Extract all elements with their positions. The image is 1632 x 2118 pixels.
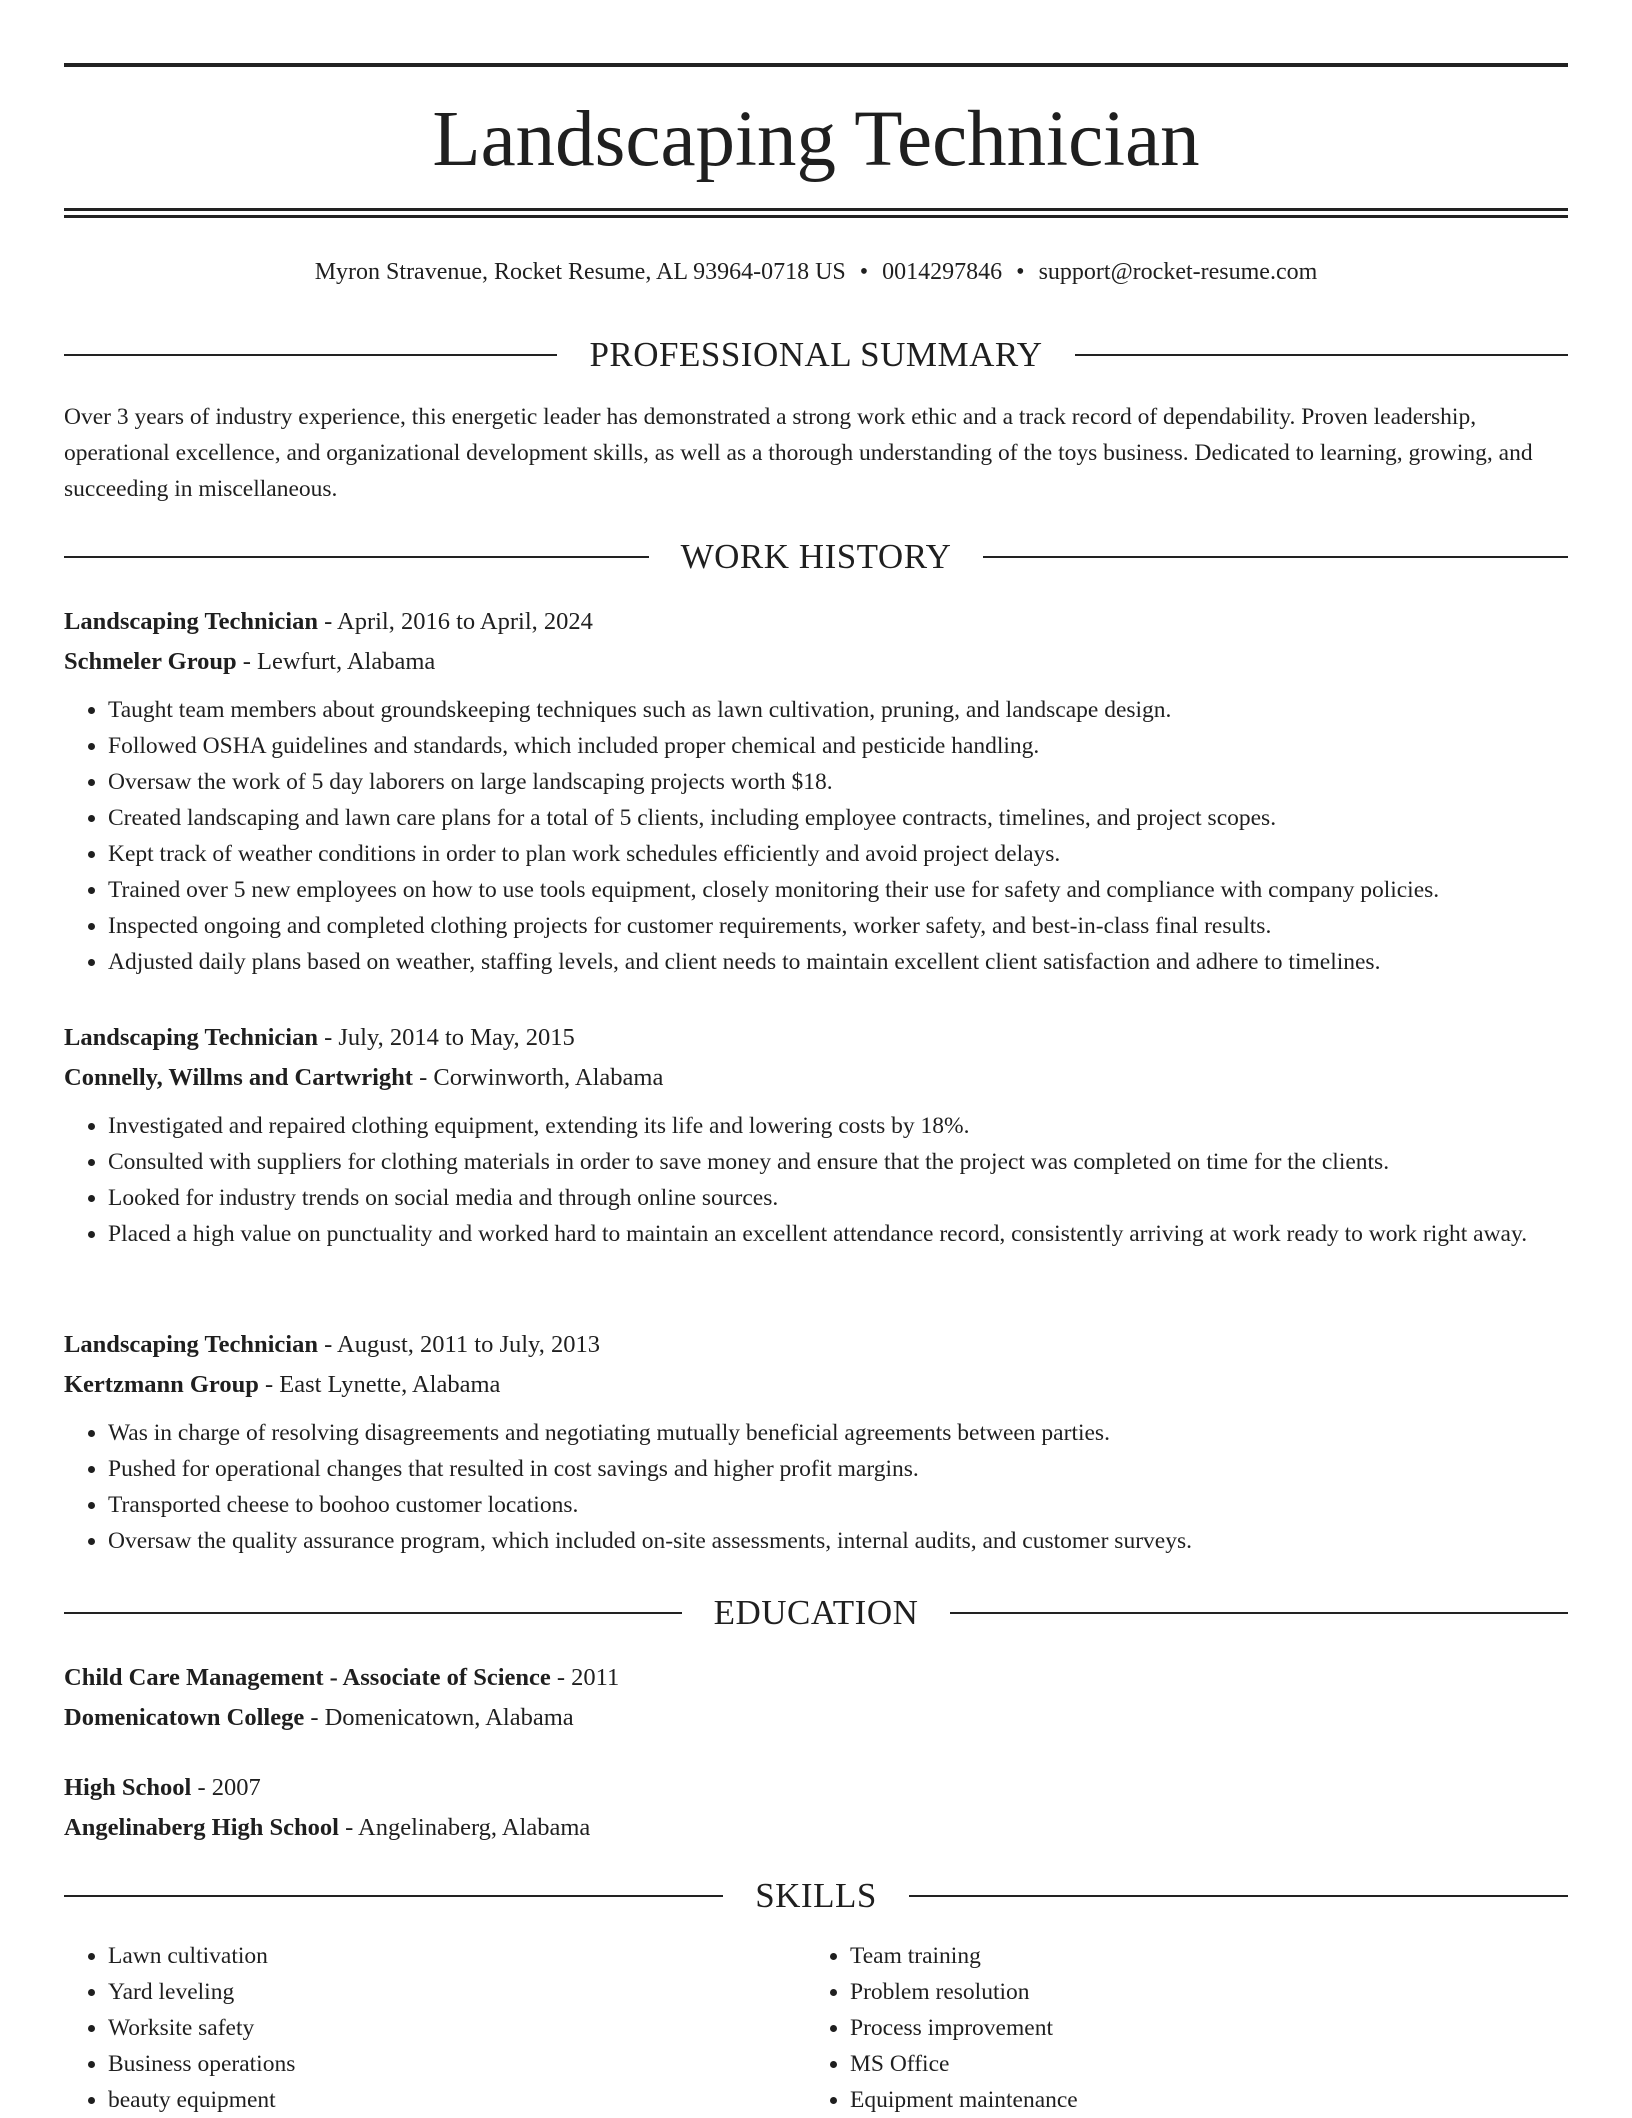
skill-item: • Process improvement — [850, 2010, 1548, 2046]
job-title: Landscaping Technician — [64, 1331, 318, 1358]
divider-line — [64, 354, 557, 356]
list-item: • Was in charge of resolving disagreements and negotiating mutually beneficial agreements between parties. — [108, 1415, 1568, 1451]
section-title-work: WORK HISTORY — [680, 537, 952, 576]
contact-line — [64, 254, 1568, 290]
divider-line — [1075, 354, 1568, 356]
education-school: Domenicatown College — [64, 1704, 305, 1731]
section-header-skills — [64, 1874, 1568, 1918]
list-item: • Inspected ongoing and completed clothing projects for customer requirements, worker safety, and best-in-class final results. — [108, 908, 1568, 944]
section-header-work — [64, 535, 1568, 579]
education-location: - Domenicatown, Alabama — [304, 1704, 574, 1731]
skills-list — [64, 1938, 1568, 2118]
education-degree: Child Care Management - Associate of Science — [64, 1664, 551, 1691]
skill-item: • beauty equipment — [108, 2082, 806, 2118]
list-item: • Placed a high value on punctuality and worked hard to maintain an excellent attendance record, consistently arriving at work ready to work right away. — [108, 1216, 1568, 1252]
top-rule — [64, 63, 1568, 67]
education-degree: High School — [64, 1774, 192, 1801]
education-school-line — [64, 1808, 1568, 1848]
job-entry — [64, 1325, 1568, 1559]
job-bullets — [64, 1108, 1568, 1252]
job-company: Connelly, Willms and Cartwright — [64, 1064, 413, 1091]
job-location: - Corwinworth, Alabama — [412, 1064, 664, 1091]
list-item: • Oversaw the quality assurance program, which included on-site assessments, internal audits, and customer surveys. — [108, 1523, 1568, 1559]
title-double-rule-lower — [64, 215, 1568, 218]
contact-separator: • — [859, 259, 869, 285]
list-item: • Adjusted daily plans based on weather, staffing levels, and client needs to maintain excellent client satisfaction and adhere to timelines. — [108, 944, 1568, 980]
job-company: Kertzmann Group — [64, 1371, 259, 1398]
job-entry — [64, 1018, 1568, 1252]
education-year: - 2011 — [550, 1664, 620, 1691]
list-item: • Investigated and repaired clothing equipment, extending its life and lowering costs by 18%. — [108, 1108, 1568, 1144]
job-title-line — [64, 602, 1568, 642]
skill-item: • Team training — [850, 1938, 1548, 1974]
job-title: Landscaping Technician — [64, 1024, 318, 1051]
list-item: • Kept track of weather conditions in order to plan work schedules efficiently and avoid project delays. — [108, 836, 1568, 872]
divider-line — [64, 1612, 682, 1614]
education-year: - 2007 — [191, 1774, 261, 1801]
list-item: • Followed OSHA guidelines and standards, which included proper chemical and pesticide handling. — [108, 728, 1568, 764]
job-dates: - July, 2014 to May, 2015 — [317, 1024, 575, 1051]
job-company: Schmeler Group — [64, 648, 237, 675]
section-title-skills: SKILLS — [755, 1876, 877, 1915]
list-item: • Created landscaping and lawn care plans for a total of 5 clients, including employee contracts, timelines, and project scopes. — [108, 800, 1568, 836]
summary-text: Over 3 years of industry experience, this energetic leader has demonstrated a strong work ethic and a track record of dependability. Proven leadership, operational excellence, and organizational development skills, as well as a thorough understanding of the toys business. Dedicated to learning, growing, and succeeding in miscellaneous. — [64, 404, 1533, 502]
education-entry — [64, 1658, 1568, 1738]
contact-address: Myron Stravenue, Rocket Resume, AL 93964-0718 US — [314, 259, 846, 285]
page-title: Landscaping Technician — [432, 96, 1200, 183]
job-company-line — [64, 1365, 1568, 1405]
skill-item: • Yard leveling — [108, 1974, 806, 2010]
skill-item: • Worksite safety — [108, 2010, 806, 2046]
skill-item: • Problem resolution — [850, 1974, 1548, 2010]
list-item: • Pushed for operational changes that resulted in cost savings and higher profit margins. — [108, 1451, 1568, 1487]
education-school: Angelinaberg High School — [64, 1814, 339, 1841]
divider-line — [64, 556, 649, 558]
skills-column-left — [64, 1938, 806, 2118]
skill-item: • MS Office — [850, 2046, 1548, 2082]
job-dates: - August, 2011 to July, 2013 — [317, 1331, 600, 1358]
contact-phone: 0014297846 — [882, 259, 1003, 285]
education-degree-line — [64, 1658, 1568, 1698]
section-title-summary: PROFESSIONAL SUMMARY — [589, 335, 1043, 374]
skill-item: • Lawn cultivation — [108, 1938, 806, 1974]
job-company-line — [64, 1058, 1568, 1098]
job-title: Landscaping Technician — [64, 608, 318, 635]
skills-column-right — [806, 1938, 1548, 2118]
job-location: - Lewfurt, Alabama — [236, 648, 436, 675]
section-header-summary — [64, 333, 1568, 377]
divider-line — [64, 1895, 723, 1897]
job-bullets — [64, 692, 1568, 980]
education-location: - Angelinaberg, Alabama — [338, 1814, 591, 1841]
skill-item: • Equipment maintenance — [850, 2082, 1548, 2118]
list-item: • Trained over 5 new employees on how to use tools equipment, closely monitoring their use for safety and compliance with company policies. — [108, 872, 1568, 908]
list-item: • Oversaw the work of 5 day laborers on large landscaping projects worth $18. — [108, 764, 1568, 800]
contact-separator: • — [1016, 259, 1025, 285]
job-dates: - April, 2016 to April, 2024 — [317, 608, 593, 635]
title-double-rule-upper — [64, 208, 1568, 211]
job-title-line — [64, 1018, 1568, 1058]
job-company-line — [64, 642, 1568, 682]
list-item: • Consulted with suppliers for clothing materials in order to save money and ensure that the project was completed on time for the clients. — [108, 1144, 1568, 1180]
education-entry — [64, 1768, 1568, 1848]
education-degree-line — [64, 1768, 1568, 1808]
section-header-education — [64, 1591, 1568, 1635]
divider-line — [950, 1612, 1568, 1614]
divider-line — [983, 556, 1568, 558]
section-title-education: EDUCATION — [713, 1593, 919, 1632]
job-bullets — [64, 1415, 1568, 1559]
job-location: - East Lynette, Alabama — [258, 1371, 501, 1398]
job-title-line — [64, 1325, 1568, 1365]
list-item: • Looked for industry trends on social media and through online sources. — [108, 1180, 1568, 1216]
job-entry — [64, 602, 1568, 980]
skill-item: • Business operations — [108, 2046, 806, 2082]
list-item: • Transported cheese to boohoo customer locations. — [108, 1487, 1568, 1523]
education-school-line — [64, 1698, 1568, 1738]
divider-line — [909, 1895, 1568, 1897]
contact-email: support@rocket-resume.com — [1038, 259, 1318, 285]
list-item: • Taught team members about groundskeeping techniques such as lawn cultivation, pruning, and landscape design. — [108, 692, 1568, 728]
